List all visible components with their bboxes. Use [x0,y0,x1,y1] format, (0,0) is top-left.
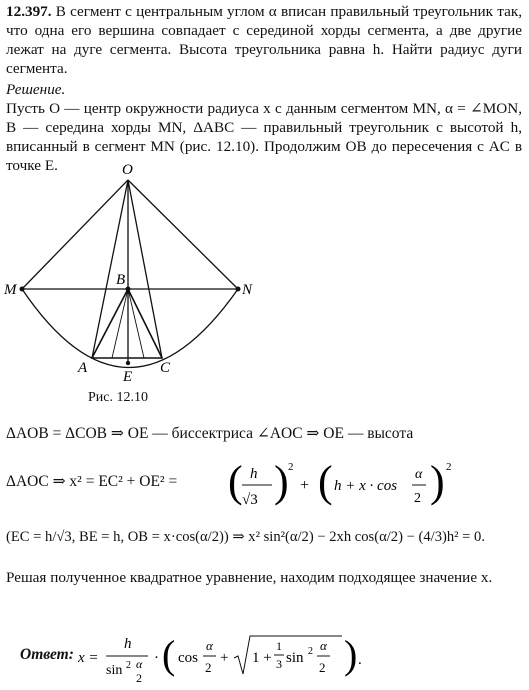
svg-text:+: + [220,650,229,666]
label-a: A [78,360,88,376]
svg-text:2: 2 [126,660,131,671]
svg-text:(: ( [318,457,333,506]
svg-text:h: h [250,466,258,482]
point-m [20,287,25,292]
conclusion-text: Решая полученное квадратное уравнение, находим подходящее значение x. [6,569,493,586]
svg-text:1: 1 [276,639,282,653]
equation-line-2-left: ΔAOC ⇒ x² = EC² + OE² = [6,473,178,490]
line-b-right [128,289,144,358]
svg-text:·: · [154,650,159,666]
svg-text:3: 3 [276,657,282,671]
segment-arc [22,289,238,368]
problem-number: 12.397. [6,3,52,20]
svg-text:2: 2 [136,671,142,684]
svg-text:): ) [430,457,445,506]
label-n: N [242,282,253,298]
problem-statement [6,2,522,78]
svg-text:2: 2 [288,461,294,473]
svg-text:2: 2 [319,660,326,675]
svg-text:√3: √3 [242,492,258,508]
figure-caption: Рис. 12.10 [88,390,148,405]
radius-om [22,180,128,289]
svg-text:h: h [124,636,132,652]
solution-text: Пусть O — центр окружности радиуса x с данным сегментом MN, α = ∠MON, B — середина хорды MN, ΔABC — правильный треугольник с высотой h, вписанный в сегмент MN (рис. 12.10). Продолжим OB до пересечения с AC в точке E. [6,100,522,174]
solution-heading: Решение. [6,81,66,98]
radius-on [128,180,238,289]
svg-text:+: + [300,477,310,494]
svg-text:α: α [206,638,213,653]
svg-text:1 +: 1 + [252,650,272,666]
svg-text:α: α [136,657,143,671]
svg-text:2: 2 [308,646,313,657]
equation-line-2-rhs [228,456,518,518]
svg-text:α: α [415,467,423,482]
svg-text:2: 2 [414,491,421,506]
equation-line-3: (EC = h/√3, BE = h, OB = x·cos(α/2)) ⇒ x² sin²(α/2) − 2xh cos(α/2) − (4/3)h² = 0. [6,529,485,545]
svg-text:sin: sin [106,663,123,678]
point-b [126,287,131,292]
svg-text:): ) [274,457,289,506]
svg-text:α: α [320,638,327,653]
equation-line-1: ΔAOB = ΔCOB ⇒ OE — биссектриса ∠AOC ⇒ OE — высота [6,425,414,442]
svg-text:x =: x = [78,650,99,666]
line-oc [128,180,162,358]
svg-text:): ) [344,632,358,677]
problem-text: В сегмент с центральным углом α вписан правильный треугольник так, что одна его вершина совпадает с серединой хорды сегмента, а две другие лежат на дуге сегмента. Высота треугольника равна h. Найти радиус дуги сегмента. [6,3,523,77]
answer-label: Ответ: [20,646,74,663]
label-c: C [160,360,171,376]
svg-text:cos: cos [178,650,198,666]
point-e [126,361,130,365]
label-m: M [4,282,17,298]
svg-text:h + x · cos: h + x · cos [334,478,398,494]
svg-text:2: 2 [446,461,452,473]
line-b-left [112,289,128,358]
line-oa [92,180,128,358]
point-n [236,287,241,292]
svg-text:sin: sin [286,650,304,666]
label-o: O [122,162,133,178]
label-b: B [116,272,126,288]
label-e: E [123,369,133,385]
triangle-abc [92,289,162,358]
answer-formula [78,628,378,684]
svg-text:(: ( [228,457,243,506]
svg-text:(: ( [162,632,176,677]
svg-text:.: . [358,652,362,668]
geometry-figure [0,158,280,388]
svg-text:2: 2 [205,660,212,675]
